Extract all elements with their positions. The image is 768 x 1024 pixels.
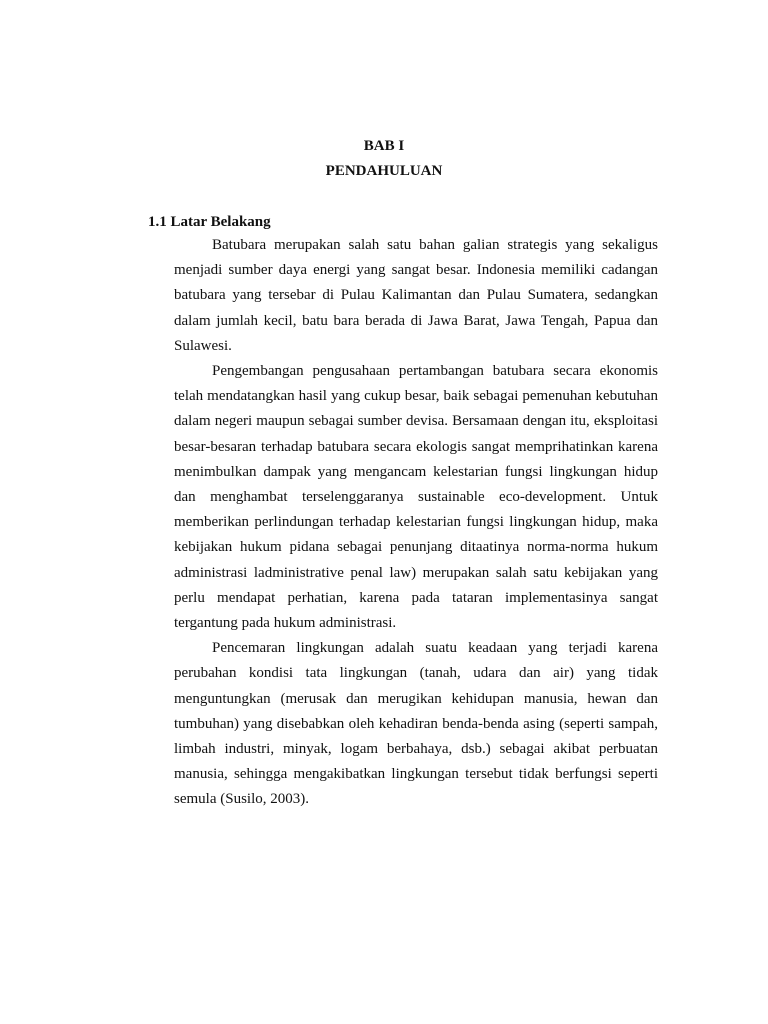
paragraph-2: Pengembangan pengusahaan pertambangan batubara secara ekonomis telah mendatangkan hasil yang cukup besar, baik sebagai pemenuhan kebutuhan dalam negeri maupun sebagai sumber devisa. Bersamaan dengan itu, eksploitasi besar-besaran terhadap batubara secara ekologis sangat memprihatinkan karena menimbulkan dampak yang mengancam kelestarian fungsi lingkungan hidup dan menghambat terselenggaranya sustainable eco-development. Untuk memberikan perlindungan terhadap kelestarian fungsi lingkungan hidup, maka kebijakan hukum pidana sebagai penunjang ditaatinya norma-norma hukum administrasi ladministrative penal law) merupakan salah satu kebijakan yang perlu mendapat perhatian, karena pada tataran implementasinya sangat tergantung pada hukum administrasi. xyxy=(174,363,658,632)
body-text xyxy=(174,233,658,813)
section-heading: 1.1 Latar Belakang xyxy=(148,214,271,230)
chapter-number: BAB I xyxy=(363,138,405,154)
paragraph-1: Batubara merupakan salah satu bahan galian strategis yang sekaligus menjadi sumber daya energi yang sangat besar. Indonesia memiliki cadangan batubara yang tersebar di Pulau Kalimantan dan Pulau Sumatera, sedangkan dalam jumlah kecil, batu bara berada di Jawa Barat, Jawa Tengah, Papua dan Sulawesi. xyxy=(174,237,658,354)
paragraph-3: Pencemaran lingkungan adalah suatu keadaan yang terjadi karena perubahan kondisi tata lingkungan (tanah, udara dan air) yang tidak menguntungkan (merusak dan merugikan kehidupan manusia, hewan dan tumbuhan) yang disebabkan oleh kehadiran benda-benda asing (seperti sampah, limbah industri, minyak, logam berbahaya, dsb.) sebagai akibat perbuatan manusia, sehingga mengakibatkan lingkungan tersebut tidak berfungsi seperti semula (Susilo, 2003). xyxy=(174,640,658,808)
chapter-title: PENDAHULUAN xyxy=(325,163,443,179)
